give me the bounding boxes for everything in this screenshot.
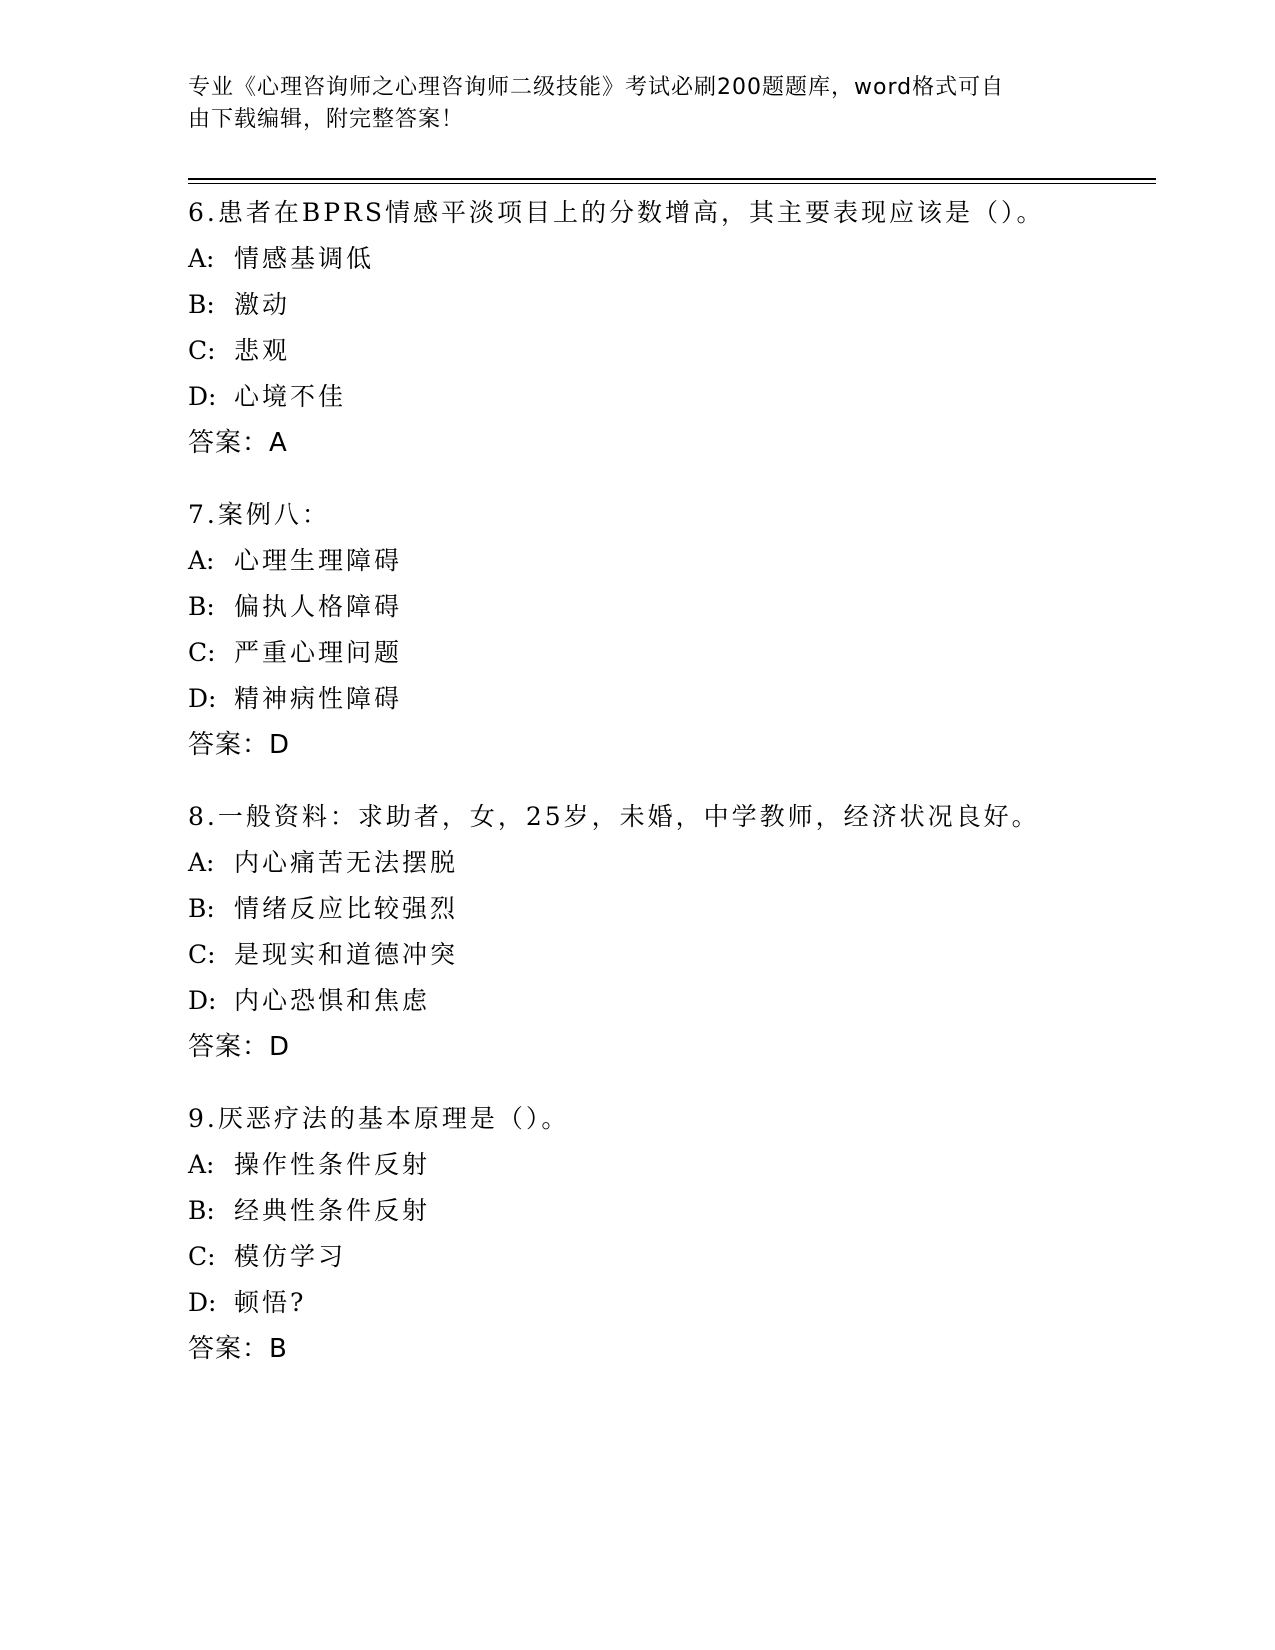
- option-key: D:: [188, 986, 217, 1015]
- option-text: 情感基调低: [234, 244, 375, 273]
- option-c: [188, 932, 1148, 978]
- question-text: 7.案例八：: [188, 500, 330, 529]
- answer-line: 答案：A: [188, 428, 288, 458]
- option-key: C:: [188, 336, 216, 365]
- question-list: [188, 190, 1148, 1398]
- option-text: 心理生理障碍: [234, 546, 403, 575]
- option-text: 经典性条件反射: [234, 1196, 431, 1225]
- option-b: [188, 886, 1148, 932]
- question-9: [188, 1096, 1148, 1372]
- option-key: C:: [188, 638, 216, 667]
- option-c: [188, 328, 1148, 374]
- answer-line: 答案：D: [188, 730, 291, 760]
- option-text: 内心恐惧和焦虑: [234, 986, 431, 1015]
- option-text: 悲观: [234, 336, 291, 365]
- option-d: [188, 676, 1148, 722]
- option-text: 精神病性障碍: [234, 684, 403, 713]
- option-key: A:: [188, 244, 215, 273]
- option-text: 严重心理问题: [234, 638, 403, 667]
- option-key: D:: [188, 382, 217, 411]
- option-text: 心境不佳: [234, 382, 347, 411]
- option-d: [188, 374, 1148, 420]
- option-key: D:: [188, 1288, 217, 1317]
- option-key: A:: [188, 848, 215, 877]
- option-key: D:: [188, 684, 217, 713]
- answer-line: 答案：B: [188, 1334, 288, 1364]
- option-d: [188, 978, 1148, 1024]
- question-text: 9.厌恶疗法的基本原理是（）。: [188, 1104, 570, 1133]
- question-text: 8.一般资料：求助者，女，25岁，未婚，中学教师，经济状况良好。: [188, 802, 1040, 831]
- question-6: [188, 190, 1148, 466]
- option-a: [188, 538, 1148, 584]
- option-text: 操作性条件反射: [234, 1150, 431, 1179]
- option-key: B:: [188, 1196, 215, 1225]
- option-c: [188, 630, 1148, 676]
- option-key: C:: [188, 940, 216, 969]
- option-c: [188, 1234, 1148, 1280]
- option-text: 情绪反应比较强烈: [234, 894, 459, 923]
- option-b: [188, 1188, 1148, 1234]
- option-key: B:: [188, 290, 215, 319]
- header-divider-thin: [188, 183, 1156, 184]
- question-text: 6.患者在BPRS情感平淡项目上的分数增高，其主要表现应该是（）。: [188, 198, 1045, 227]
- option-text: 顿悟?: [234, 1288, 307, 1317]
- option-d: [188, 1280, 1148, 1326]
- option-a: [188, 236, 1148, 282]
- option-b: [188, 584, 1148, 630]
- option-text: 偏执人格障碍: [234, 592, 403, 621]
- option-text: 模仿学习: [234, 1242, 347, 1271]
- option-a: [188, 1142, 1148, 1188]
- document-header: [188, 72, 1068, 136]
- option-text: 激动: [234, 290, 291, 319]
- option-key: C:: [188, 1242, 216, 1271]
- question-8: [188, 794, 1148, 1070]
- option-key: A:: [188, 546, 215, 575]
- option-text: 是现实和道德冲突: [234, 940, 459, 969]
- option-a: [188, 840, 1148, 886]
- option-key: B:: [188, 592, 215, 621]
- option-key: B:: [188, 894, 215, 923]
- header-line-1: 专业《心理咨询师之心理咨询师二级技能》考试必刷200题题库，word格式可自: [188, 75, 1005, 100]
- header-line-2: 由下载编辑，附完整答案！: [188, 107, 465, 132]
- option-key: A:: [188, 1150, 215, 1179]
- question-7: [188, 492, 1148, 768]
- header-divider-thick: [188, 178, 1156, 180]
- answer-line: 答案：D: [188, 1032, 291, 1062]
- option-text: 内心痛苦无法摆脱: [234, 848, 459, 877]
- option-b: [188, 282, 1148, 328]
